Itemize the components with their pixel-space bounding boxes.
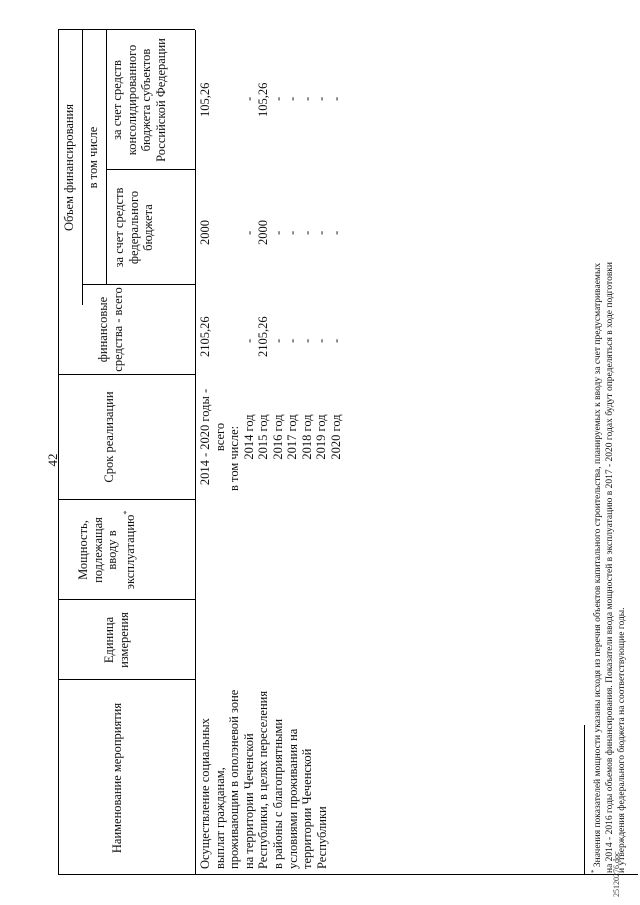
period-year: 2020 год: [328, 414, 343, 460]
header-including: в том числе: [86, 126, 100, 189]
col-divider-3: [58, 499, 195, 500]
spacer: [213, 47, 228, 117]
header-federal: за счет средств федерального бюджета: [112, 187, 155, 268]
row-name: Осуществление социальных выплат гражданам, проживающим в ополэневой зоне на территории Чеченской Республики, в целях переселения в районы с благоприятными условиями проживания на территории Чеченской Республики: [198, 689, 329, 869]
header-name: Наименование мероприятия: [110, 702, 124, 854]
header-capacity-text: Мощность, подлежащая вводу в эксплуатацию: [76, 514, 137, 590]
total-year: -: [314, 338, 328, 343]
table-top-border: [58, 30, 59, 875]
footnote-line: на 2014 - 2016 годы объемов финансирования. Показатели ввода мощностей в эксплуатацию в 2017 - 2020 годах будут определяться в ходе подготовки: [605, 261, 616, 873]
regional-year: -: [270, 96, 285, 101]
regional-year: -: [241, 96, 256, 101]
period-total: 2014 - 2020 годы - всего: [198, 388, 227, 486]
footnote-line: и утверждения федерального бюджета на соответствующие годы.: [617, 607, 628, 873]
federal-year: -: [299, 230, 314, 235]
footnote-line-text: Значения показателей мощности указаны исходя из перечня объектов капитального строительства, планируемых к вводу за счет предусматриваемых: [593, 262, 604, 868]
regional-all: 105,26: [198, 82, 212, 117]
page-number: 42: [45, 453, 60, 467]
footnote-mark: *: [590, 869, 598, 873]
period-including: в том числе:: [227, 425, 241, 491]
total-year: -: [241, 338, 256, 343]
period-year: 2017 год: [285, 414, 299, 460]
total-all: 2105,26: [198, 316, 212, 357]
header-total: финансовые средства - всего: [96, 287, 125, 372]
regional-year: -: [328, 96, 343, 101]
period-year: 2016 год: [270, 414, 285, 460]
including-divider: [106, 30, 107, 285]
period-year: 2018 год: [299, 414, 314, 460]
regional-year: -: [299, 96, 314, 101]
federal-all: 2000: [198, 220, 212, 245]
total-year: -: [285, 338, 299, 343]
spacer: [213, 287, 228, 357]
document-id: 25120276.doc: [612, 851, 621, 897]
header-capacity: [76, 503, 137, 597]
header-funding: Объем финансирования: [62, 104, 76, 231]
col-divider-6: [106, 169, 195, 170]
total-year: -: [328, 338, 343, 343]
header-bottom-border: [195, 30, 196, 875]
federal-values: [198, 185, 343, 245]
header-unit: Единица измерения: [102, 612, 131, 668]
regional-year: 105,26: [256, 82, 270, 117]
period-year: 2019 год: [314, 414, 328, 460]
federal-year: -: [270, 230, 285, 235]
table-right-border: [58, 29, 195, 30]
federal-year: -: [328, 230, 343, 235]
col-divider-2: [58, 599, 195, 600]
period-year: 2015 год: [256, 414, 270, 460]
federal-year: -: [314, 230, 328, 235]
funding-group-divider: [82, 30, 83, 305]
total-values: [198, 287, 343, 357]
header-capacity-mark: *: [121, 510, 131, 515]
col-divider-1: [58, 679, 195, 680]
federal-year: -: [241, 230, 256, 235]
federal-year: -: [285, 230, 299, 235]
federal-year: 2000: [256, 220, 270, 245]
footnote-line: [588, 23, 604, 873]
regional-values: [198, 47, 343, 117]
regional-year: -: [314, 96, 328, 101]
footnote-rule: [584, 725, 585, 875]
period-year: 2014 год: [241, 414, 256, 460]
spacer: [213, 185, 228, 245]
total-year: 2105,26: [256, 316, 270, 357]
spacer: [227, 287, 242, 357]
header-regional: за счет средств консолидированного бюджета субъектов Российской Федерации: [110, 38, 168, 162]
regional-year: -: [285, 96, 299, 101]
total-year: -: [299, 338, 314, 343]
spacer: [227, 185, 242, 245]
total-year: -: [270, 338, 285, 343]
spacer: [227, 47, 242, 117]
footnote: [588, 23, 628, 873]
table-left-border: [58, 874, 638, 875]
period-list: [198, 377, 343, 497]
header-period: Срок реализации: [102, 391, 116, 483]
col-divider-4: [58, 374, 195, 375]
